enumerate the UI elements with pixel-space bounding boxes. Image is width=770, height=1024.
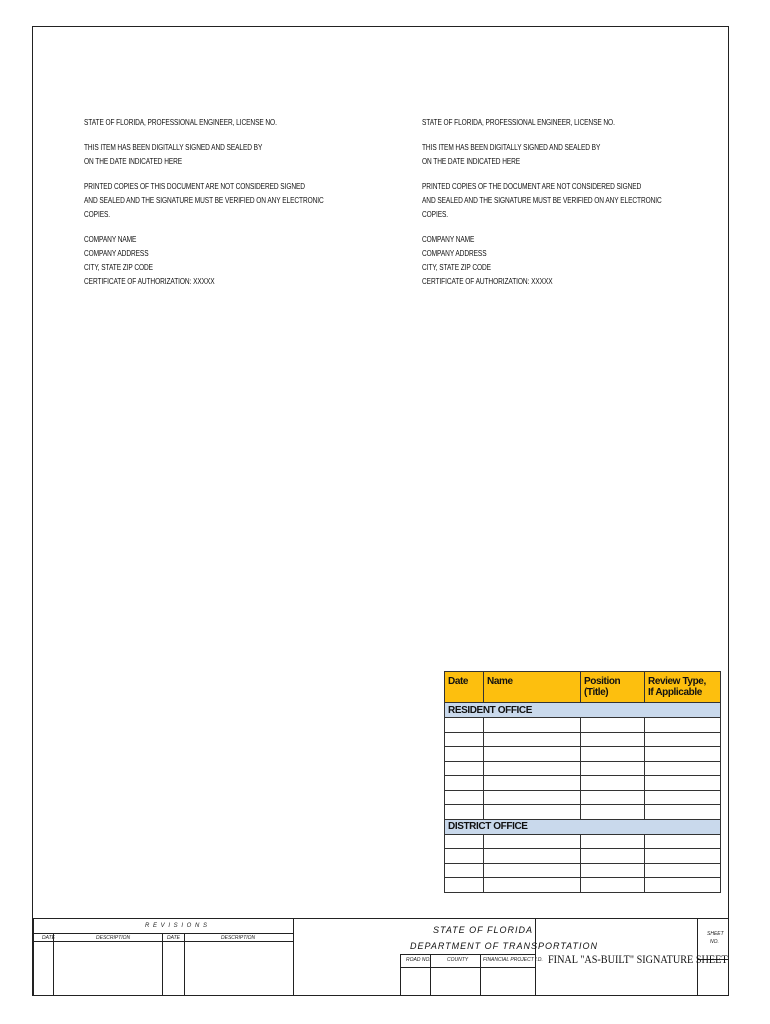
signature-cell[interactable]	[645, 776, 721, 791]
signature-cell[interactable]	[645, 747, 721, 762]
signature-cell[interactable]	[445, 747, 484, 762]
signature-cell[interactable]	[484, 776, 581, 791]
revision-description-header: DESCRIPTION	[221, 935, 256, 941]
signature-row	[445, 878, 721, 893]
company-info: COMPANY NAME COMPANY ADDRESS CITY, STATE ZIP CODE CERTIFICATE OF AUTHORIZATION: XXXXX	[84, 235, 215, 286]
signature-cell[interactable]	[581, 863, 645, 878]
agency-department: DEPARTMENT OF TRANSPORTATION	[410, 941, 599, 951]
signature-cell[interactable]	[581, 834, 645, 849]
revisions-label: R E V I S I O N S	[145, 923, 209, 929]
revision-date-header: DATE	[42, 935, 55, 941]
license-line: STATE OF FLORIDA, PROFESSIONAL ENGINEER, LICENSE NO.	[84, 118, 277, 127]
column-header: Date	[445, 672, 484, 703]
signature-row	[445, 790, 721, 805]
signature-cell[interactable]	[445, 761, 484, 776]
section-title: RESIDENT OFFICE	[445, 703, 721, 718]
digital-signature-note: THIS ITEM HAS BEEN DIGITALLY SIGNED AND SEALED BY ON THE DATE INDICATED HERE	[422, 143, 601, 166]
signature-cell[interactable]	[645, 718, 721, 733]
printed-copies-note: PRINTED COPIES OF THIS DOCUMENT ARE NOT CONSIDERED SIGNED AND SEALED AND THE SIGNATURE MUST BE VERIFIED ON ANY ELECTRONIC COPIES.	[84, 182, 324, 219]
signature-cell[interactable]	[484, 878, 581, 893]
signature-cell[interactable]	[645, 878, 721, 893]
sheet-number-label: NO.	[710, 939, 719, 945]
section-header-row	[445, 703, 721, 718]
signature-cell[interactable]	[484, 790, 581, 805]
signature-cell[interactable]	[645, 761, 721, 776]
signature-cell[interactable]	[581, 849, 645, 864]
signature-table-header	[445, 672, 721, 703]
signature-cell[interactable]	[645, 805, 721, 820]
signature-row	[445, 849, 721, 864]
signature-cell[interactable]	[581, 776, 645, 791]
signature-cell[interactable]	[445, 863, 484, 878]
signature-cell[interactable]	[484, 834, 581, 849]
title-block	[33, 918, 728, 996]
column-header: Review Type, If Applicable	[645, 672, 721, 703]
signature-cell[interactable]	[484, 718, 581, 733]
agency-state: STATE OF FLORIDA	[433, 925, 534, 935]
signature-row	[445, 834, 721, 849]
signature-cell[interactable]	[445, 878, 484, 893]
sheet-title: FINAL "AS-BUILT" SIGNATURE SHEET	[548, 952, 728, 966]
signature-cell[interactable]	[645, 834, 721, 849]
signature-cell[interactable]	[581, 790, 645, 805]
revision-date-header: DATE	[167, 935, 180, 941]
signature-cell[interactable]	[581, 878, 645, 893]
signature-table	[444, 671, 721, 893]
signature-cell[interactable]	[581, 732, 645, 747]
signature-cell[interactable]	[581, 805, 645, 820]
signature-cell[interactable]	[484, 805, 581, 820]
signature-cell[interactable]	[445, 834, 484, 849]
signature-cell[interactable]	[581, 718, 645, 733]
signature-cell[interactable]	[445, 790, 484, 805]
signature-cell[interactable]	[445, 776, 484, 791]
signature-cell[interactable]	[445, 849, 484, 864]
signature-cell[interactable]	[645, 790, 721, 805]
digital-signature-note: THIS ITEM HAS BEEN DIGITALLY SIGNED AND SEALED BY ON THE DATE INDICATED HERE	[84, 143, 263, 166]
signature-cell[interactable]	[645, 849, 721, 864]
signature-cell[interactable]	[581, 747, 645, 762]
column-header: Position (Title)	[581, 672, 645, 703]
signature-cell[interactable]	[445, 718, 484, 733]
signature-row	[445, 863, 721, 878]
signature-cell[interactable]	[484, 747, 581, 762]
signature-cell[interactable]	[484, 732, 581, 747]
license-line: STATE OF FLORIDA, PROFESSIONAL ENGINEER, LICENSE NO.	[422, 118, 615, 127]
signature-cell[interactable]	[484, 761, 581, 776]
signature-row	[445, 747, 721, 762]
signature-cell[interactable]	[645, 863, 721, 878]
signature-cell[interactable]	[581, 761, 645, 776]
county-label: COUNTY	[447, 957, 469, 963]
signature-cell[interactable]	[484, 849, 581, 864]
engineer-seal-block-left	[84, 116, 330, 300]
signature-row	[445, 776, 721, 791]
sheet-number-label: SHEET	[707, 931, 724, 937]
signature-row	[445, 761, 721, 776]
revision-description-header: DESCRIPTION	[96, 935, 131, 941]
road-number-label: ROAD NO.	[406, 957, 431, 963]
signature-row	[445, 732, 721, 747]
column-header: Name	[484, 672, 581, 703]
signature-cell[interactable]	[445, 805, 484, 820]
printed-copies-note: PRINTED COPIES OF THE DOCUMENT ARE NOT CONSIDERED SIGNED AND SEALED AND THE SIGNATURE MUST BE VERIFIED ON ANY ELECTRONIC COPIES.	[422, 182, 662, 219]
signature-cell[interactable]	[445, 732, 484, 747]
section-title: DISTRICT OFFICE	[445, 819, 721, 834]
signature-cell[interactable]	[484, 863, 581, 878]
company-info: COMPANY NAME COMPANY ADDRESS CITY, STATE ZIP CODE CERTIFICATE OF AUTHORIZATION: XXXXX	[422, 235, 553, 286]
section-header-row	[445, 819, 721, 834]
engineer-seal-block-right	[422, 116, 668, 300]
signature-row	[445, 805, 721, 820]
signature-row	[445, 718, 721, 733]
signature-cell[interactable]	[645, 732, 721, 747]
financial-project-label: FINANCIAL PROJECT I.D.	[483, 957, 543, 963]
